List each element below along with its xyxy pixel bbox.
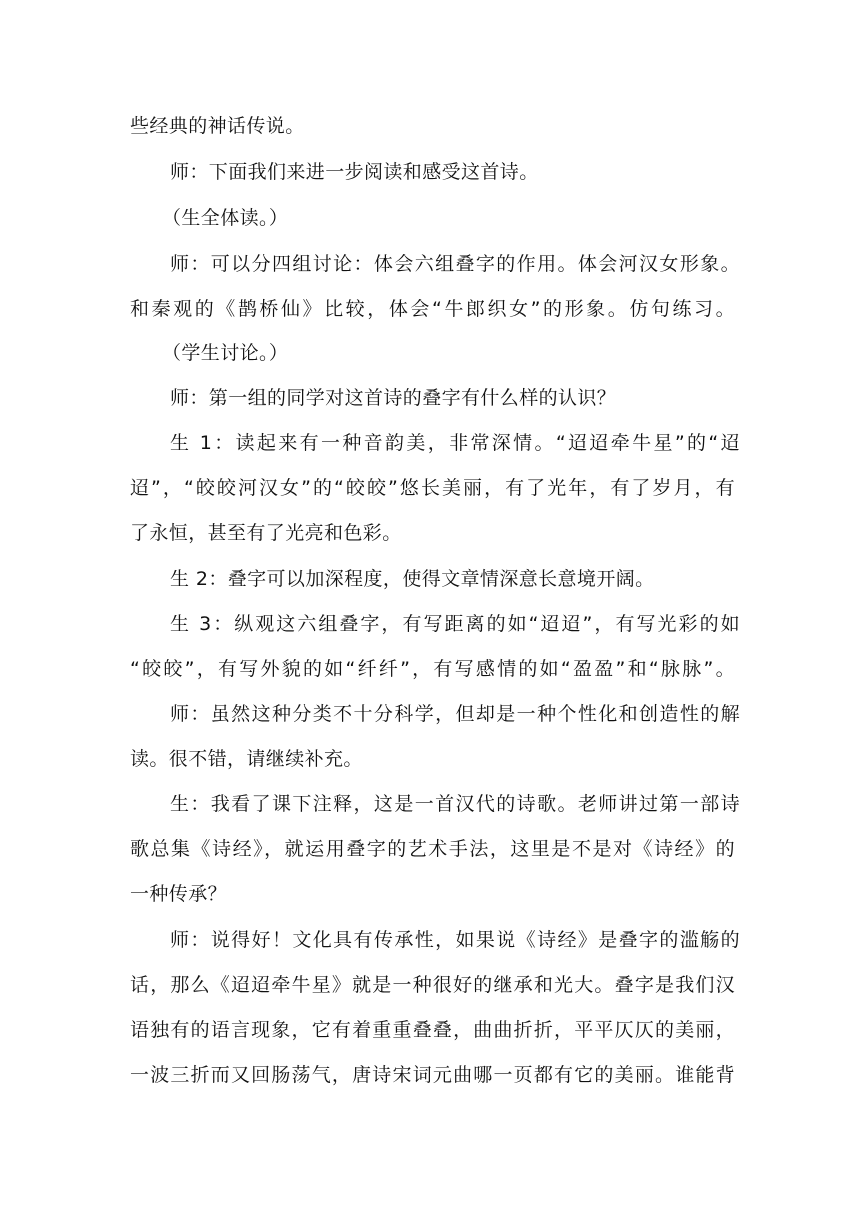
text-line: 师：虽然这种分类不十分科学，但却是一种个性化和创造性的解 — [170, 703, 740, 725]
text-line: 生 1：读起来有一种音韵美，非常深情。“迢迢牵牛星”的“迢 — [170, 432, 740, 454]
text-line: 师：下面我们来进一步阅读和感受这首诗。 — [170, 161, 539, 183]
text-line: 歌总集《诗经》，就运用叠字的艺术手法，这里是不是对《诗经》的 — [130, 838, 735, 860]
text-line: 和秦观的《鹊桥仙》比较，体会“牛郎织女”的形象。仿句练习。 — [130, 298, 735, 320]
text-line: 些经典的神话传说。 — [130, 115, 305, 137]
text-line: 师：说得好！文化具有传承性，如果说《诗经》是叠字的滥觞的 — [170, 929, 740, 951]
text-line: 读。很不错，请继续补充。 — [130, 748, 363, 770]
text-line: （学生讨论。） — [162, 342, 289, 364]
text-line: 一波三折而又回肠荡气，唐诗宋词元曲哪一页都有它的美丽。谁能背 — [130, 1064, 735, 1086]
text-line: 生 3：纵观这六组叠字，有写距离的如“迢迢”，有写光彩的如 — [170, 613, 740, 635]
text-line: 了永恒，甚至有了光亮和色彩。 — [130, 522, 402, 544]
text-line: 生 2：叠字可以加深程度，使得文章情深意长意境开阔。 — [170, 568, 655, 590]
text-line: 生：我看了课下注释，这是一首汉代的诗歌。老师讲过第一部诗 — [170, 793, 740, 815]
text-line: 话，那么《迢迢牵牛星》就是一种很好的继承和光大。叠字是我们汉 — [130, 974, 735, 996]
text-line: 语独有的语言现象，它有着重重叠叠，曲曲折折，平平仄仄的美丽， — [130, 1019, 735, 1041]
text-line: （生全体读。） — [162, 207, 289, 229]
text-line: 迢”，“皎皎河汉女”的“皎皎”悠长美丽，有了光年，有了岁月，有 — [130, 477, 735, 499]
text-line: 师：可以分四组讨论：体会六组叠字的作用。体会河汉女形象。 — [170, 253, 740, 275]
text-line: 师：第一组的同学对这首诗的叠字有什么样的认识？ — [170, 387, 617, 409]
text-line: 一种传承？ — [130, 883, 228, 905]
text-line: “皎皎”，有写外貌的如“纤纤”，有写感情的如“盈盈”和“脉脉”。 — [130, 658, 735, 680]
